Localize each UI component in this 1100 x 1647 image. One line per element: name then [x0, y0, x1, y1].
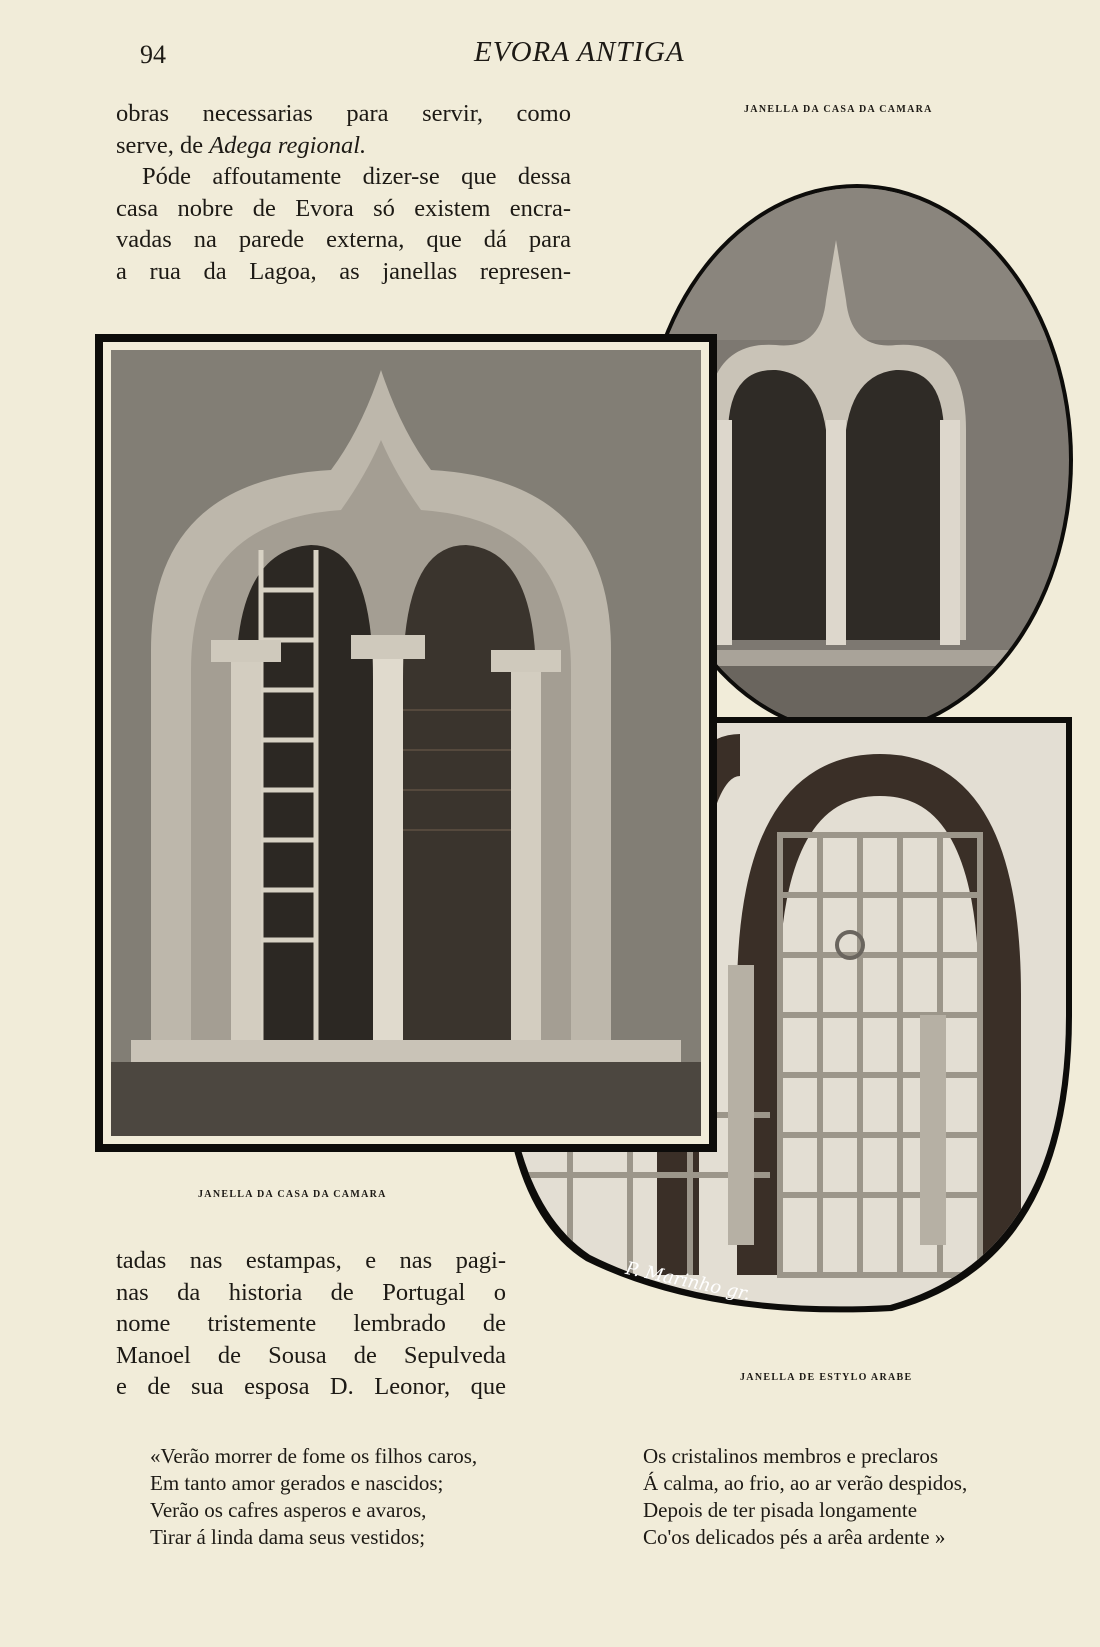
verse-line: Tirar á linda dama seus vestidos;	[150, 1525, 426, 1549]
verse-left	[150, 1443, 477, 1551]
text-line: nome tristemente lembrado de	[116, 1310, 506, 1337]
photo-main-frame	[95, 334, 717, 1152]
verse-line: Verão os cafres asperos e avaros,	[150, 1498, 427, 1522]
running-title: EVORA ANTIGA	[474, 36, 685, 68]
page-number: 94	[140, 40, 166, 69]
photo-main	[111, 350, 701, 1136]
text-line: a rua da Lagoa, as janellas represen-	[116, 257, 571, 285]
text-line: e de sua esposa D. Leonor, que	[116, 1373, 506, 1400]
text-line: obras necessarias para servir, como	[116, 100, 571, 127]
text-line: tadas nas estampas, e nas pagi-	[116, 1247, 506, 1274]
caption-top-right: JANELLA DA CASA DA CAMARA	[744, 104, 933, 115]
text-line: vadas na parede externa, que dá para	[116, 226, 571, 253]
verse-line: «Verão morrer de fome os filhos caros,	[150, 1444, 478, 1468]
moorish-window-illustration	[111, 350, 701, 1136]
verse-line: Os cristalinos membros e preclaros	[643, 1444, 939, 1468]
text-line: nas da historia de Portugal o	[116, 1278, 506, 1306]
text-line: casa nobre de Evora só existem encra-	[116, 194, 571, 222]
caption-bottom-right: JANELLA DE ESTYLO ARABE	[740, 1372, 913, 1383]
verse-line: Em tanto amor gerados e nascidos;	[150, 1471, 444, 1495]
verse-line: Á calma, ao frio, ao ar verão despidos,	[643, 1471, 968, 1495]
caption-main: JANELLA DA CASA DA CAMARA	[198, 1189, 387, 1200]
text-line: serve, de Adega regional.	[116, 131, 367, 159]
text-line: Manoel de Sousa de Sepulveda	[116, 1341, 506, 1369]
italic-phrase: Adega regional.	[209, 131, 367, 159]
text-line: Póde affoutamente dizer-se que dessa	[142, 163, 571, 190]
verse-line: Co'os delicados pés a arêa ardente »	[643, 1525, 946, 1549]
body-text-bottom	[116, 1245, 506, 1403]
verse-right	[643, 1443, 967, 1551]
photo-signature: P. Marinho gr.	[623, 1258, 753, 1305]
body-text-top	[116, 98, 571, 287]
verse-line: Depois de ter pisada longamente	[643, 1498, 918, 1522]
